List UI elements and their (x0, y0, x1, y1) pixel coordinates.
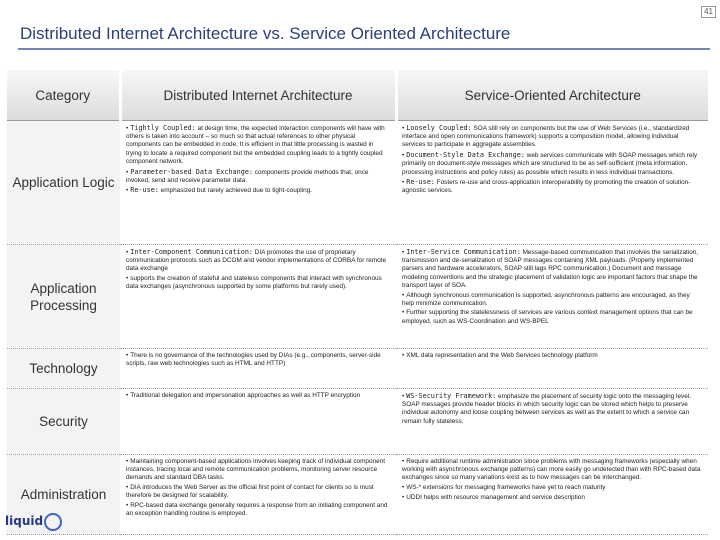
item-text: Further supporting the statelessness of services are various context management options that can be employed, such as WS-Coordination and WS-BPEL (402, 309, 693, 325)
category-cell: Administration (7, 455, 120, 535)
table-header-row (7, 70, 708, 121)
bullet-icon: • (126, 125, 129, 132)
item-text: at design time, the expected interaction components will have with others is taken into account – so much so that actual references to other physical components can be embedded in code. It is efficient in that little processing is wasted in trying to locate a required component but the embedded coupling leads to a tightly coupled component network. (126, 125, 385, 165)
keyword: Loosely Coupled: (406, 124, 472, 132)
table-row (7, 349, 708, 389)
bullet-item (126, 502, 390, 518)
bullet-item (402, 178, 702, 195)
category-cell: Technology (7, 349, 120, 389)
comparison-table (7, 70, 708, 535)
item-text: DIA introduces the Web Server as the official first point of contact for clients so is must therefore be designed for scalability. (126, 484, 374, 500)
table-row (7, 245, 708, 349)
keyword: Re-use: (130, 186, 159, 195)
item-text: web services communicate with SOAP messages which rely primarily on document-style messages which are structured to be as self-sufficient (meta information, processing instructions and policy rules) as possible which results in less individual transactions. (402, 152, 698, 176)
bullet-item (402, 494, 702, 502)
bullet-icon: • (126, 275, 129, 283)
bullet-item (402, 292, 702, 308)
keyword: Inter-Service Communication: (406, 248, 521, 256)
header-dia: Distributed Internet Architecture (120, 70, 396, 121)
title-divider (18, 48, 710, 50)
item-text: emphasize the placement of security logic onto the messaging level. SOAP messages provide header blocks in which security logic can be stored which helps to preserve individual autonomy and loose coupling between services as well as the extent to which a service can remain fully stateless. (402, 393, 691, 425)
bullet-item (402, 484, 702, 492)
soa-cell (396, 389, 708, 455)
bullet-item (402, 248, 702, 290)
bullet-icon: • (126, 249, 129, 256)
bullet-item (402, 151, 702, 177)
bullet-item (126, 124, 390, 166)
table-row (7, 455, 708, 535)
bullet-icon: • (402, 249, 405, 256)
keyword: Inter-Component Communication: (130, 248, 254, 256)
item-text: WS-* extensions for messaging frameworks have yet to reach maturity (406, 484, 606, 492)
dia-cell (120, 389, 396, 455)
bullet-item (126, 484, 390, 500)
dia-cell (120, 121, 396, 245)
bullet-item (126, 248, 390, 274)
bullet-icon: • (126, 392, 129, 399)
category-cell: Application Logic (7, 121, 120, 245)
category-cell: Application Processing (7, 245, 120, 349)
item-text: SOA still rely on components but the use of Web Services (i.e., standardized interface and open communications framework) supports a composition model, allowing individual services to participate in aggregate assemblies. (402, 125, 690, 149)
bullet-item (126, 352, 390, 368)
header-soa: Service-Oriented Architecture (396, 70, 708, 121)
item-text: supports the creation of stateful and stateless components that interact with synchronous data exchanges (asynchronous supported by some platforms but rarely used). (126, 275, 382, 291)
item-text: emphasized but rarely achieved due to tight-coupling. (158, 187, 313, 195)
bullet-icon: • (402, 291, 405, 299)
bullet-icon: • (402, 152, 405, 160)
bullet-icon: • (126, 484, 129, 492)
item-text: Maintaining component-based applications involves keeping track of individual component instances, tracing local and remote communication problems, monitoring server resource demands and standard DBA tasks. (126, 458, 385, 482)
bullet-item (126, 392, 390, 400)
bullet-item (126, 186, 390, 195)
item-text: Although synchronous communication is supported, asynchronous patterns are encouraged, as they help minimize communication. (402, 291, 690, 307)
keyword: WS-Security Framework: (406, 392, 497, 400)
dia-cell (120, 455, 396, 535)
dia-cell (120, 245, 396, 349)
item-text: Message-based communication that involves the serialization, transmission and de-serialization of SOAP messages containing XML payloads. (Properly implemented parsers and hardware accelerators, SOAP still lags RPC communication.) Document and message modeling conventions and the strategic placement of validation logic are important factors that shape the transport layer of SOA. (402, 249, 699, 289)
header-category: Category (7, 70, 120, 121)
bullet-icon: • (126, 458, 129, 465)
bullet-icon: • (402, 458, 405, 465)
bullet-icon: • (126, 187, 129, 195)
page-number: 41 (701, 6, 716, 18)
bullet-icon: • (402, 493, 405, 501)
soa-cell (396, 455, 708, 535)
bullet-item (402, 352, 702, 360)
bullet-icon: • (126, 168, 129, 176)
bullet-icon: • (126, 352, 129, 359)
logo-text: liquid (5, 514, 44, 528)
item-text: Require additional runtime administration since problems with messaging frameworks (especially when working with asynchronous exchange patterns) can more easily go undetected than with RPC-based data exchanges since so many variations exist as to how messages can be interchanged. (402, 458, 701, 482)
bullet-icon: • (402, 393, 405, 400)
table-row (7, 389, 708, 455)
item-text: UDDI helps with resource management and service description (406, 493, 585, 501)
bullet-icon: • (402, 125, 405, 132)
soa-cell (396, 121, 708, 245)
bullet-item (402, 392, 702, 426)
bullet-icon: • (126, 502, 129, 510)
item-text: XML data representation and the Web Services technology platform (406, 352, 598, 359)
soa-cell (396, 245, 708, 349)
bullet-icon: • (402, 352, 405, 359)
bullet-item (402, 124, 702, 150)
company-logo (5, 510, 62, 532)
bullet-item (126, 168, 390, 185)
keyword: Re-use: (406, 178, 435, 187)
item-text: components provide methods that, once invoked, send and receive parameter data. (126, 168, 369, 184)
category-cell: Security (7, 389, 120, 455)
item-text: RPC-based data exchange generally requires a response from an initiating component and an exception handling routine is employed. (126, 502, 388, 518)
keyword: Document-Style Data Exchange: (406, 151, 525, 160)
bullet-item (402, 458, 702, 483)
item-text: There is no governance of the technologies used by DIAs (e.g., components, server-side scripts, raw web technologies such as HTML and HTTP) (126, 352, 381, 368)
keyword: Tightly Coupled: (130, 124, 196, 132)
soa-cell (396, 349, 708, 389)
page-title: Distributed Internet Architecture vs. Service Oriented Architecture (20, 24, 511, 43)
bullet-item (126, 458, 390, 483)
bullet-icon: • (402, 309, 405, 317)
bullet-item (402, 309, 702, 325)
keyword: Parameter-based Data Exchange: (130, 167, 254, 176)
table-row (7, 121, 708, 245)
item-text: Fosters re-use and cross-application interoperability by promoting the creation of solution-agnostic services. (402, 179, 691, 195)
bullet-item (126, 275, 390, 291)
dia-cell (120, 349, 396, 389)
bullet-icon: • (402, 179, 405, 187)
logo-circle-icon (44, 513, 62, 531)
bullet-icon: • (402, 484, 405, 492)
item-text: Traditional delegation and impersonation approaches as well as HTTP encryption (130, 392, 361, 399)
item-text: DIA promotes the use of proprietary communication protocols such as DCOM and vendor implementations of CORBA for remote data exchange (126, 249, 386, 273)
